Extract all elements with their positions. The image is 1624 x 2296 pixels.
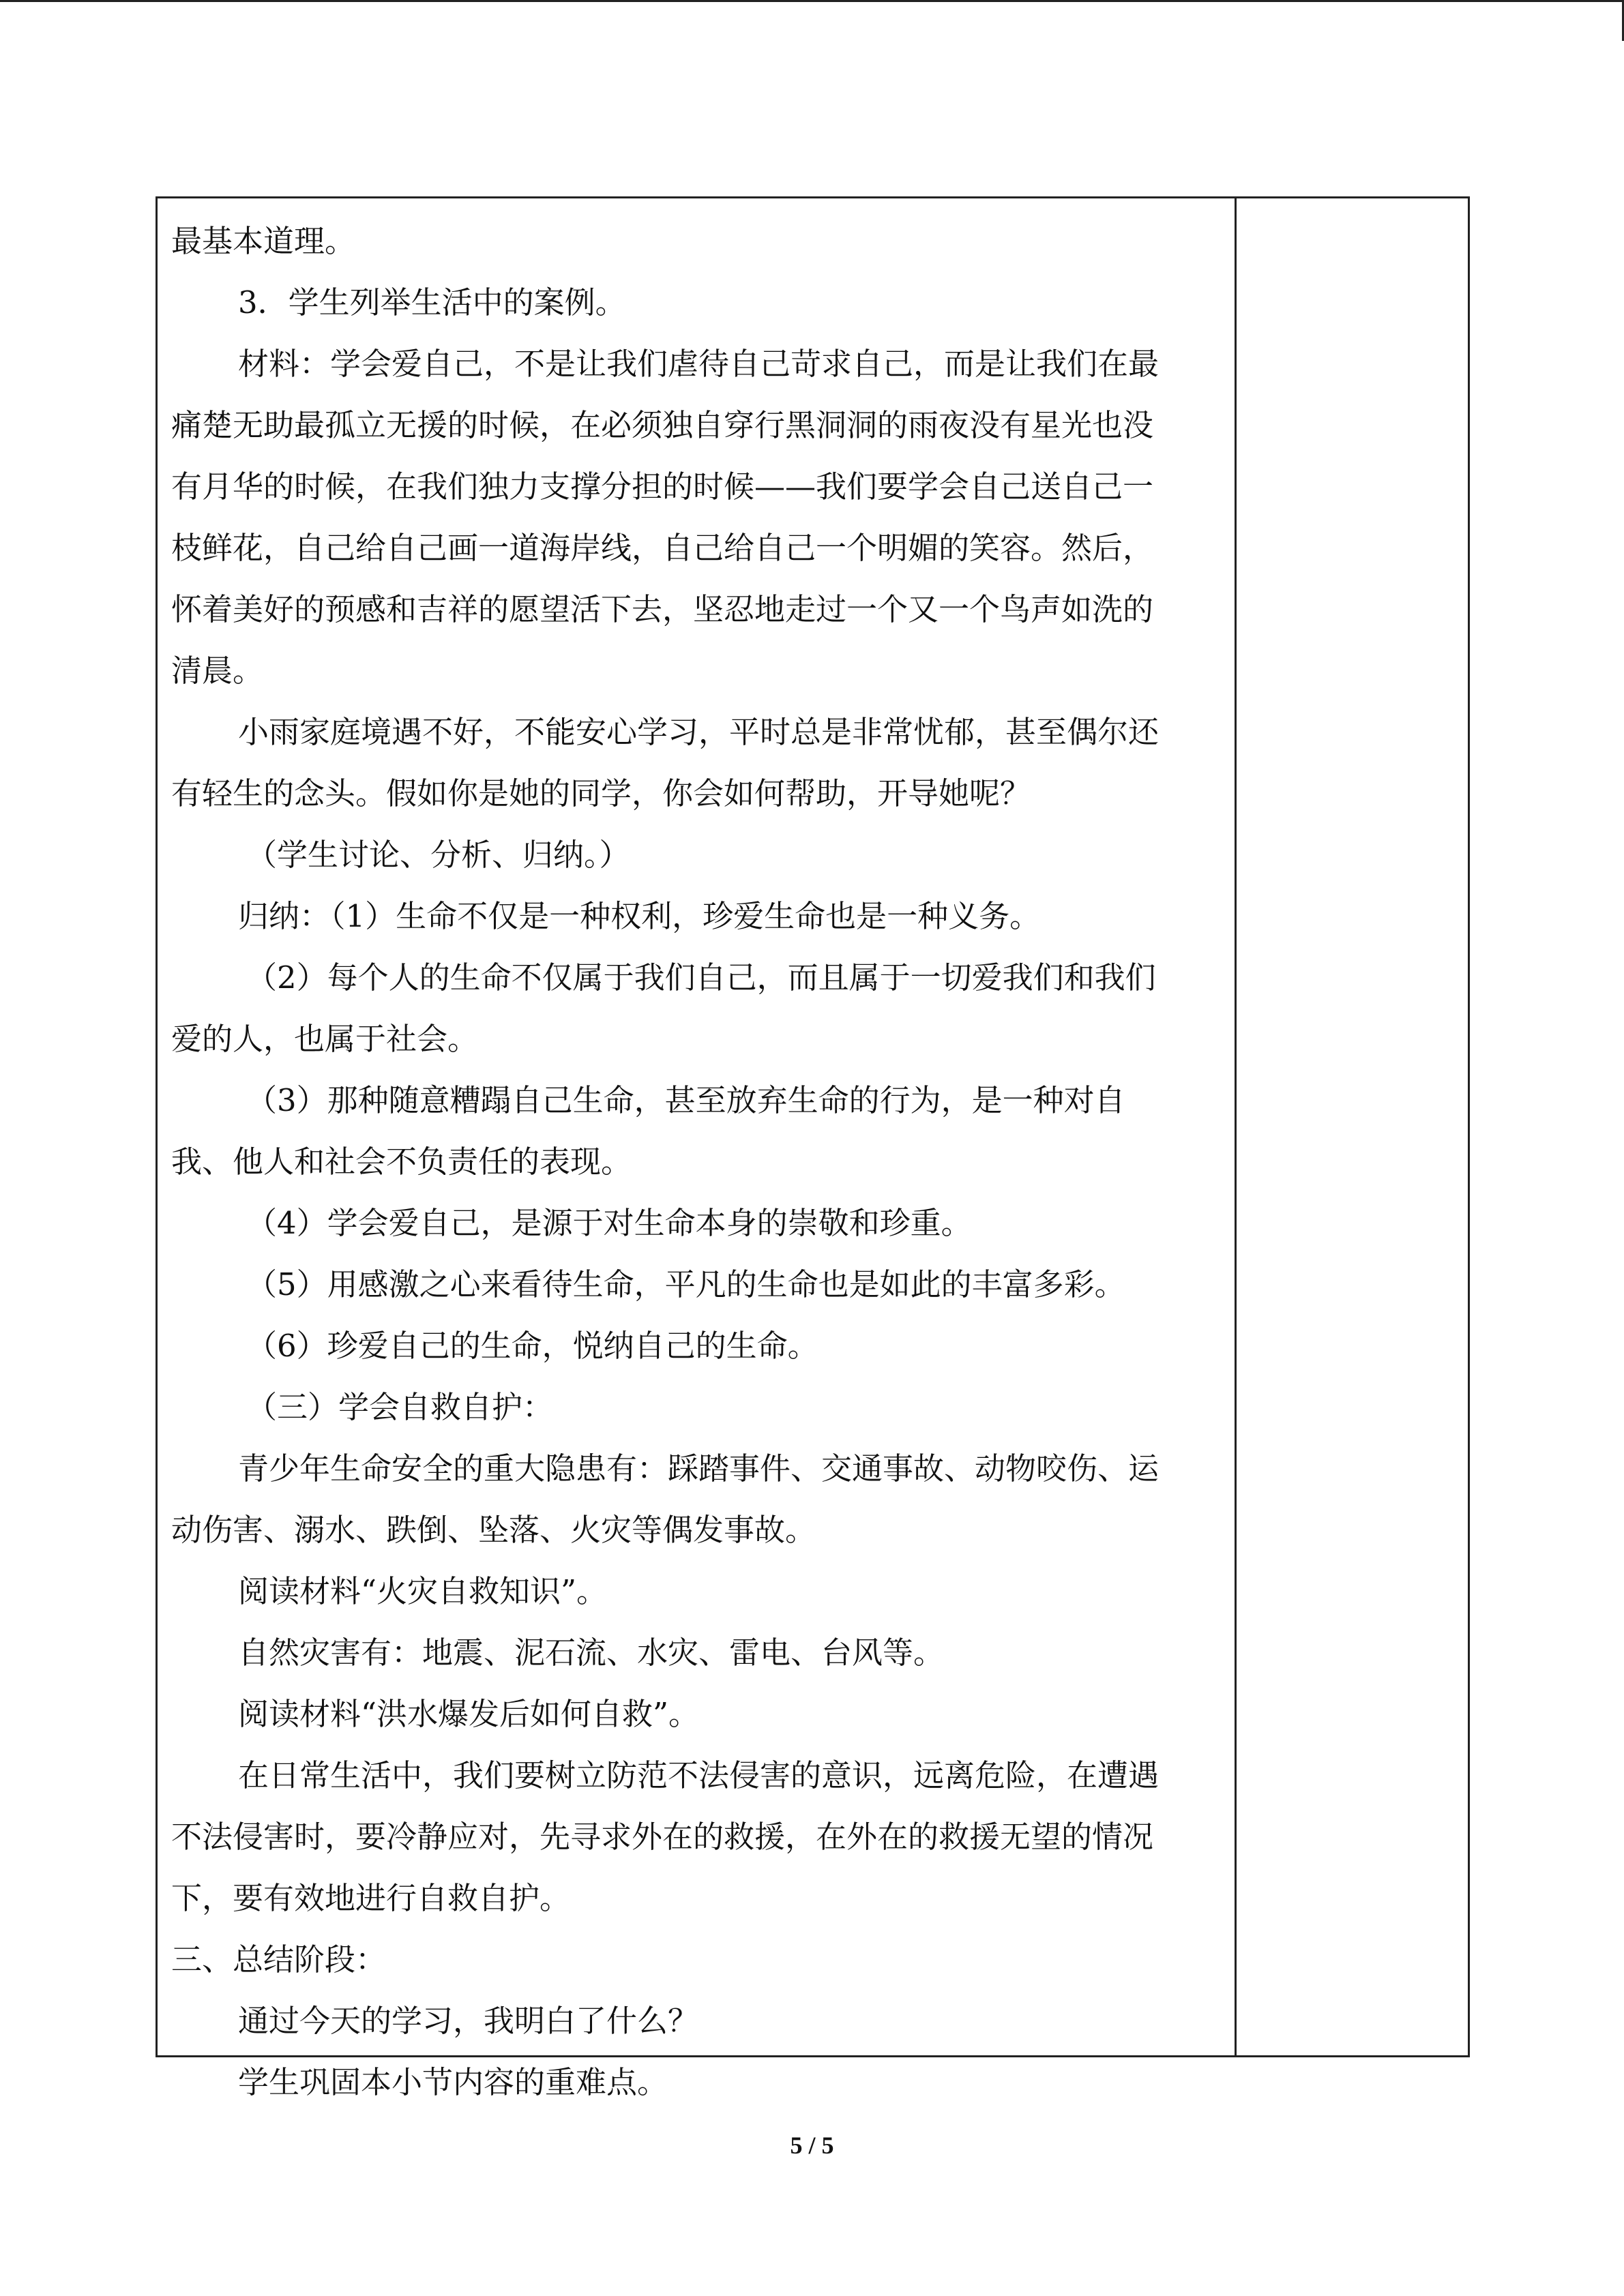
text-line: 下，要有效地进行自救自护。 [171,1880,571,1916]
text-line: 枝鲜花，自己给自己画一道海岸线，自己给自己一个明媚的笑容。然后， [171,530,1154,566]
text-line: 小雨家庭境遇不好，不能安心学习，平时总是非常忧郁，甚至偶尔还 [238,714,1160,750]
text-line: 阅读材料“洪水爆发后如何自救”。 [238,1696,700,1732]
page-top-rule [0,0,1624,2]
column-divider [1235,198,1237,2055]
text-line: 材料：学会爱自己，不是让我们虐待自己苛求自己，而是让我们在最 [238,346,1160,382]
text-line: 阅读材料“火灾自救知识”。 [238,1573,608,1609]
text-line: 在日常生活中，我们要树立防范不法侵害的意识，远离危险，在遭遇 [238,1757,1160,1793]
text-line: （6）珍爱自己的生命，悦纳自己的生命。 [246,1328,818,1364]
section-heading: 三、总结阶段： [171,1941,387,1978]
text-line: 清晨。 [171,653,264,689]
text-line: 我、他人和社会不负责任的表现。 [171,1144,632,1180]
text-line: （4）学会爱自己，是源于对生命本身的崇敬和珍重。 [246,1205,972,1241]
text-line: 通过今天的学习，我明白了什么？ [238,2003,699,2039]
text-line: 怀着美好的预感和吉祥的愿望活下去，坚忍地走过一个又一个鸟声如洗的 [171,591,1154,627]
text-line: 学生巩固本小节内容的重难点。 [238,2064,668,2100]
text-line: 动伤害、溺水、跌倒、坠落、火灾等偶发事故。 [171,1512,816,1548]
text-line: 3．学生列举生活中的案例。 [238,284,626,320]
text-line: （学生讨论、分析、归纳。） [246,837,630,873]
text-line: 自然灾害有：地震、泥石流、水灾、雷电、台风等。 [238,1635,945,1671]
text-line: 归纳：（1）生命不仅是一种权利，珍爱生命也是一种义务。 [238,898,1041,934]
text-line: 爱的人，也属于社会。 [171,1021,479,1057]
text-line: 最基本道理。 [171,223,356,259]
text-line: 不法侵害时，要冷静应对，先寻求外在的救援，在外在的救援无望的情况 [171,1819,1154,1855]
text-line: 痛楚无助最孤立无援的时候，在必须独自穿行黑洞洞的雨夜没有星光也没 [171,407,1154,443]
text-line: 青少年生命安全的重大隐患有：踩踏事件、交通事故、动物咬伤、运 [238,1450,1160,1487]
text-line: （3）那种随意糟蹋自己生命，甚至放弃生命的行为，是一种对自 [246,1082,1125,1118]
text-line: （5）用感激之心来看待生命，平凡的生命也是如此的丰富多彩。 [246,1266,1125,1302]
text-line: （三）学会自救自护： [246,1389,554,1425]
text-line: 有月华的时候，在我们独力支撑分担的时候——我们要学会自己送自己一 [171,468,1154,505]
lesson-table [156,196,1470,2100]
text-line: （2）每个人的生命不仅属于我们自己，而且属于一切爱我们和我们 [246,959,1156,996]
page-number: 5 / 5 [790,2132,834,2159]
text-line: 有轻生的念头。假如你是她的同学，你会如何帮助，开导她呢？ [171,775,1031,811]
